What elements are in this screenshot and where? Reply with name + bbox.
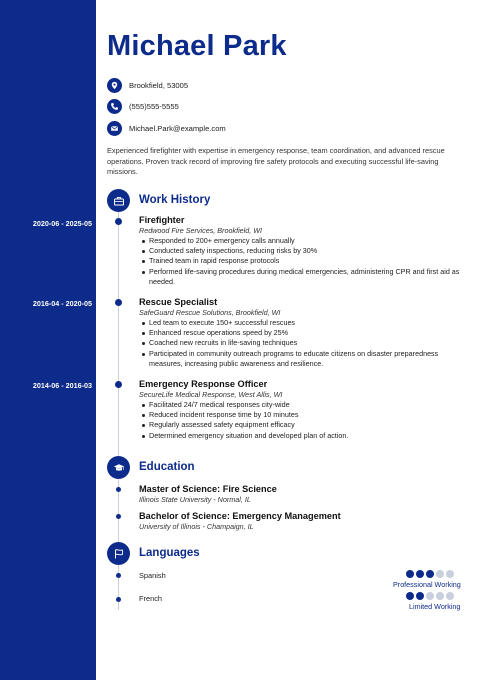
professional-summary: Experienced firefighter with expertise in emergency response, team coordination, and advanced rescue operations. Proven track record of improving fire safety protocols and executing successful life-saving missions. [107,146,445,177]
job-bullet: Led team to execute 150+ successful rescues [139,318,469,328]
rating-dot-empty [436,570,444,578]
location-text: Brookfield, 53005 [129,80,189,90]
job-bullet: Regularly assessed safety equipment efficacy [139,420,469,430]
rating-dot-filled [406,570,414,578]
timeline-dot [115,218,122,225]
contact-location [107,77,188,93]
job-bullet: Enhanced rescue operations speed by 25% [139,328,469,338]
job-bullet: Facilitated 24/7 medical responses city-wide [139,400,469,410]
education-entry [139,510,469,532]
phone-icon [107,99,122,114]
timeline-dot [116,514,121,519]
briefcase-icon [107,189,130,212]
job-company: SafeGuard Rescue Solutions, Brookfield, WI [139,308,281,317]
job-bullets [139,318,469,369]
job-title: Rescue Specialist [139,297,218,307]
section-title-education: Education [139,461,195,473]
timeline-dot [115,381,122,388]
education-entry [139,483,469,505]
job-entry [139,214,469,287]
rating-dot-filled [406,592,414,600]
language-name: French [139,594,163,603]
degree: Master of Science: Fire Science [139,484,277,494]
timeline-dot [116,573,121,578]
rating-dot-empty [426,592,434,600]
job-bullet: Participated in community outreach programs to educate citizens on disaster preparedness measures, increasing public awareness and resilience. [139,349,469,369]
timeline-dot [116,597,121,602]
rating-dot-empty [446,592,454,600]
job-bullet: Trained team in rapid response protocols [139,256,469,266]
section-title-work-history: Work History [139,194,211,206]
job-bullets [139,236,469,287]
rating-dot-empty [436,592,444,600]
job-bullets [139,400,469,441]
contact-email [107,120,226,136]
graduation-cap-icon [107,456,130,479]
job-entry [139,296,469,369]
section-title-languages: Languages [139,547,200,559]
email-text: Michael.Park@example.com [129,123,226,133]
language-level: Professional Working [393,580,461,589]
language-level: Limited Working [409,602,461,611]
job-title: Emergency Response Officer [139,379,268,389]
flag-icon [107,542,130,565]
rating-dot-filled [416,570,424,578]
rating-dot-empty [446,570,454,578]
rating-dot-filled [416,592,424,600]
rating-dot-filled [426,570,434,578]
email-icon [107,121,122,136]
job-bullet: Responded to 200+ emergency calls annually [139,236,469,246]
job-bullet: Reduced incident response time by 10 minutes [139,410,469,420]
job-company: SecureLife Medical Response, West Allis, WI [139,390,283,399]
sidebar [0,0,96,680]
job-title: Firefighter [139,215,185,225]
job-bullet: Performed life-saving procedures during medical emergencies, administering CPR and first aid as needed. [139,267,469,287]
contact-phone [107,98,179,114]
job-bullet: Determined emergency situation and developed plan of action. [139,431,469,441]
language-rating [406,570,454,578]
degree: Bachelor of Science: Emergency Management [139,511,341,521]
job-dates: 2014-06 - 2016-03 [32,381,92,390]
job-dates: 2016-04 - 2020-05 [32,299,92,308]
timeline-dot [116,487,121,492]
language-rating [406,592,454,600]
language-name: Spanish [139,571,166,580]
school: Illinois State University - Normal, IL [139,495,251,504]
job-bullet: Coached new recruits in life-saving techniques [139,338,469,348]
timeline-dot [115,299,122,306]
candidate-name: Michael Park [107,30,287,62]
school: University of Illinois - Champaign, IL [139,522,254,531]
phone-text: (555)555-5555 [129,101,179,111]
job-bullet: Conducted safety inspections, reducing risks by 30% [139,246,469,256]
job-entry [139,378,469,441]
job-company: Redwood Fire Services, Brookfield, WI [139,226,263,235]
location-pin-icon [107,78,122,93]
job-dates: 2020-06 - 2025-05 [32,219,92,228]
